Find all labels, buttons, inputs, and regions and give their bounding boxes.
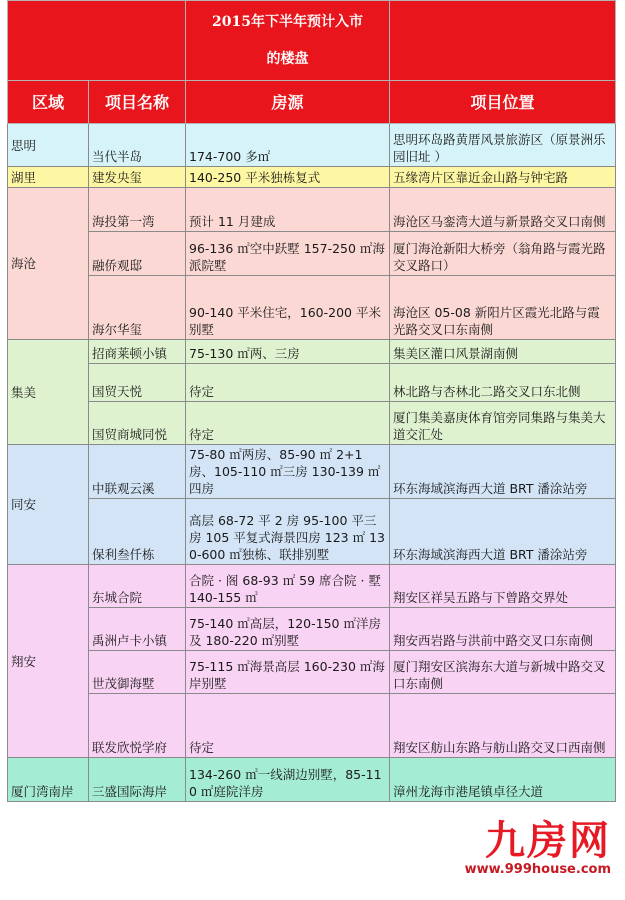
header-name: 项目名称 xyxy=(89,81,186,124)
table-row xyxy=(8,445,616,499)
project-name: 中联观云溪 xyxy=(89,445,186,499)
project-name: 国贸商城同悦 xyxy=(89,402,186,445)
project-units: 140-250 平米独栋复式 xyxy=(186,167,390,188)
header-units: 房源 xyxy=(186,81,390,124)
project-location: 海沧区马銮湾大道与新景路交叉口南侧 xyxy=(390,188,616,232)
table-row xyxy=(8,694,616,758)
table-row xyxy=(8,565,616,608)
project-location: 海沧区 05-08 新阳片区霞光北路与霞光路交叉口东南侧 xyxy=(390,276,616,340)
project-units: 预计 11 月建成 xyxy=(186,188,390,232)
project-units: 待定 xyxy=(186,694,390,758)
project-location: 厦门海沧新阳大桥旁（翁角路与霞光路交叉路口） xyxy=(390,232,616,276)
table-row xyxy=(8,232,616,276)
watermark xyxy=(465,820,611,878)
project-location: 厦门翔安区滨海东大道与新城中路交叉口东南侧 xyxy=(390,651,616,694)
title-line1: 2015年下半年预计入市 xyxy=(212,13,363,30)
project-name: 招商莱顿小镇 xyxy=(89,340,186,364)
project-location: 环东海域滨海西大道 BRT 潘涂站旁 xyxy=(390,445,616,499)
title-blank-left xyxy=(8,1,186,81)
project-units: 75-80 ㎡两房、85-90 ㎡ 2+1 房、105-110 ㎡三房 130-139 ㎡四房 xyxy=(186,445,390,499)
watermark-logo: 九房网 xyxy=(485,818,611,864)
region-cell-huli: 湖里 xyxy=(8,167,89,188)
project-name: 东城合院 xyxy=(89,565,186,608)
table-row xyxy=(8,364,616,402)
title-row xyxy=(8,1,616,81)
project-units: 75-140 ㎡高层，120-150 ㎡洋房及 180-220 ㎡别墅 xyxy=(186,608,390,651)
project-name: 保利叁仟栋 xyxy=(89,499,186,565)
header-row xyxy=(8,81,616,124)
project-name: 三盛国际海岸 xyxy=(89,758,186,802)
table-row xyxy=(8,402,616,445)
project-units: 合院 · 阁 68-93 ㎡ 59 席合院 · 墅 140-155 ㎡ xyxy=(186,565,390,608)
header-region: 区域 xyxy=(8,81,89,124)
project-name: 当代半岛 xyxy=(89,124,186,167)
project-name: 联发欣悦学府 xyxy=(89,694,186,758)
table-row xyxy=(8,124,616,167)
project-location: 思明环岛路黄厝风景旅游区（原景洲乐园旧址 ） xyxy=(390,124,616,167)
watermark-url: www.999house.com xyxy=(464,862,611,877)
project-location: 翔安西岩路与洪前中路交叉口东南侧 xyxy=(390,608,616,651)
project-location: 漳州龙海市港尾镇卓径大道 xyxy=(390,758,616,802)
title-line2: 的楼盘 xyxy=(266,50,309,67)
project-name: 世茂御海墅 xyxy=(89,651,186,694)
project-units: 待定 xyxy=(186,402,390,445)
table-row xyxy=(8,276,616,340)
title-blank-right xyxy=(390,1,616,81)
table-row xyxy=(8,608,616,651)
project-name: 建发央玺 xyxy=(89,167,186,188)
region-cell-tongan: 同安 xyxy=(8,445,89,565)
table-row xyxy=(8,340,616,364)
project-name: 禹洲卢卡小镇 xyxy=(89,608,186,651)
region-cell-xiangan: 翔安 xyxy=(8,565,89,758)
project-location: 集美区灌口风景湖南侧 xyxy=(390,340,616,364)
project-location: 翔安区舫山东路与舫山路交叉口西南侧 xyxy=(390,694,616,758)
table-row xyxy=(8,651,616,694)
project-location: 林北路与杏林北二路交叉口东北侧 xyxy=(390,364,616,402)
project-units: 高层 68-72 平 2 房 95-100 平三房 105 平复式海景四房 123 ㎡ 130-600 ㎡独栋、联排别墅 xyxy=(186,499,390,565)
project-units: 174-700 多㎡ xyxy=(186,124,390,167)
project-name: 国贸天悦 xyxy=(89,364,186,402)
project-location: 翔安区祥吴五路与下曾路交界处 xyxy=(390,565,616,608)
header-location: 项目位置 xyxy=(390,81,616,124)
project-location: 五缘湾片区靠近金山路与钟宅路 xyxy=(390,167,616,188)
project-location: 厦门集美嘉庚体育馆旁同集路与集美大道交汇处 xyxy=(390,402,616,445)
project-units: 75-130 ㎡两、三房 xyxy=(186,340,390,364)
table-title xyxy=(186,1,390,81)
listings-table xyxy=(7,0,616,802)
project-name: 融侨观邸 xyxy=(89,232,186,276)
project-location: 环东海域滨海西大道 BRT 潘涂站旁 xyxy=(390,499,616,565)
region-cell-haicang: 海沧 xyxy=(8,188,89,340)
project-name: 海尔华玺 xyxy=(89,276,186,340)
table-row xyxy=(8,499,616,565)
region-cell-xiamenwan: 厦门湾南岸 xyxy=(8,758,89,802)
project-units: 134-260 ㎡一线湖边别墅，85-110 ㎡庭院洋房 xyxy=(186,758,390,802)
table-row xyxy=(8,188,616,232)
table-row xyxy=(8,758,616,802)
project-units: 96-136 ㎡空中跃墅 157-250 ㎡海派院墅 xyxy=(186,232,390,276)
table-row xyxy=(8,167,616,188)
region-cell-siming: 思明 xyxy=(8,124,89,167)
region-cell-jimei: 集美 xyxy=(8,340,89,445)
project-units: 75-115 ㎡海景高层 160-230 ㎡海岸别墅 xyxy=(186,651,390,694)
project-units: 90-140 平米住宅，160-200 平米别墅 xyxy=(186,276,390,340)
project-name: 海投第一湾 xyxy=(89,188,186,232)
project-units: 待定 xyxy=(186,364,390,402)
